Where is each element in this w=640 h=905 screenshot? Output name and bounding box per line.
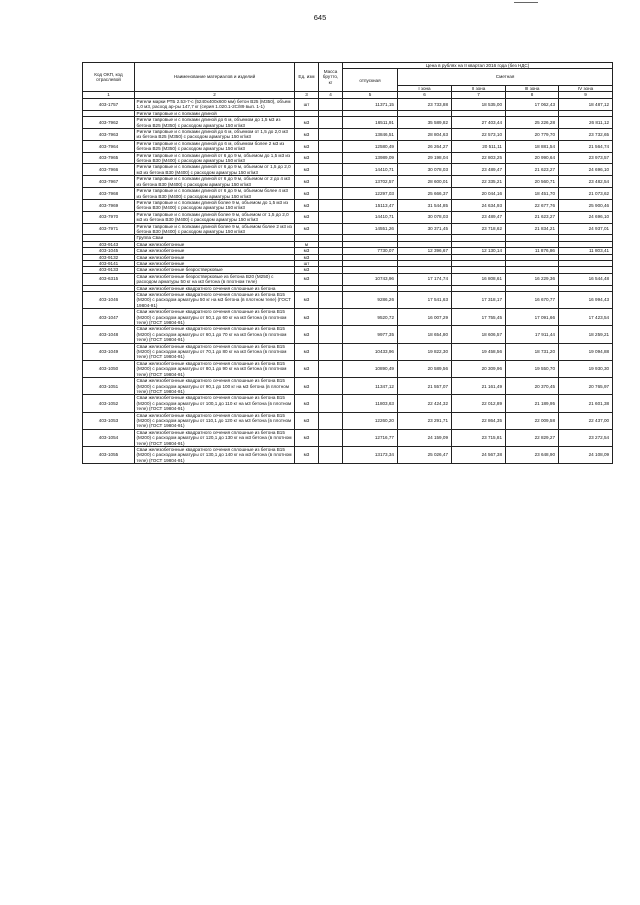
table-cell-mass	[319, 99, 343, 111]
table-cell-zone2-price: 20 309,96	[452, 360, 506, 377]
table-cell-zone2-price: 17 755,45	[452, 309, 506, 326]
table-cell-zone4-price: 19 930,30	[559, 360, 613, 377]
table-cell-release-price: 11803,63	[343, 395, 398, 412]
table-cell-mass	[319, 273, 343, 285]
table-cell-zone4-price: 21 601,38	[559, 395, 613, 412]
table-cell-zone3-price: 20 560,71	[506, 176, 559, 188]
table-cell-zone4-price: 18 487,12	[559, 99, 613, 111]
table-cell-zone1-price: 26 264,27	[398, 140, 452, 152]
table-cell-zone1-price: 30 078,03	[398, 164, 452, 176]
table-cell-zone3-price: 17 062,43	[506, 99, 559, 111]
table-row	[83, 129, 613, 141]
table-cell-unit: м3	[295, 395, 319, 412]
table-cell-zone1-price: 29 198,04	[398, 152, 452, 164]
header-zone2: II зона	[452, 85, 506, 91]
table-cell-name: Ригели тавровые и с полками длиной более 9 м, объемом более 2 м3 из бетона В30 (М400) с расходом арматуры 150 кг/м3	[135, 223, 295, 235]
table-cell-name: Сваи железобетонные	[135, 241, 295, 247]
table-cell-name: Сваи железобетонные квадратного сечения сплошные из бетона В15 (М200) с расходом арматуры от 120,1 до 130 кг на м3 бетона (в плотном теле) (ГОСТ 19804-91)	[135, 429, 295, 446]
group-title: Группа Сваи	[135, 235, 295, 241]
table-cell-mass	[319, 309, 343, 326]
table-cell-name: Ригели тавровые и с полками длиной от 6 до 9 м, объемом более 4 м3 из бетона В30 (М400) с расходом арматуры 150 кг/м3	[135, 188, 295, 200]
table-cell-code: 403-9141	[83, 260, 135, 266]
table-cell-zone1-price: 30 371,45	[398, 223, 452, 235]
table-cell-mass	[319, 326, 343, 343]
table-cell-unit: м3	[295, 412, 319, 429]
table-cell-zone1-price: 23 733,88	[398, 99, 452, 111]
table-cell-zone2-price: 18 535,00	[452, 99, 506, 111]
table-cell-zone1-price: 16 007,29	[398, 309, 452, 326]
table-cell-zone2-price: 16 808,61	[452, 273, 506, 285]
table-cell-code: 403-1757	[83, 99, 135, 111]
table-cell-unit: м3	[295, 429, 319, 446]
table-cell-zone1-price: 20 589,56	[398, 360, 452, 377]
header-price-title: Цена в рублях на II квартал 2016 года (без НДС)	[343, 63, 613, 69]
table-cell-zone2-price: 18 606,57	[452, 326, 506, 343]
table-cell-mass	[319, 176, 343, 188]
table-cell-release-price: 12297,03	[343, 188, 398, 200]
table-cell-mass	[319, 117, 343, 129]
table-cell-zone2-price: 24 634,93	[452, 199, 506, 211]
table-cell-zone2-price: 23 489,47	[452, 164, 506, 176]
table-cell-name: Ригели тавровые и с полками длиной до 6 м, объемом от 1,5 до 2,0 м3 из бетона В25 (М350) с расходом арматуры 150 кг/м3	[135, 129, 295, 141]
column-number: 4	[319, 92, 343, 99]
table-cell-mass	[319, 292, 343, 309]
table-cell-mass	[319, 429, 343, 446]
table-cell-zone3-price: 18 731,20	[506, 343, 559, 360]
table-row	[83, 378, 613, 395]
table-row	[83, 188, 613, 200]
table-row	[83, 446, 613, 463]
table-cell-zone1-price: 22 424,32	[398, 395, 452, 412]
header-code: Код ОКП, код отраслевой	[83, 63, 135, 92]
table-cell-zone3-price: 22 009,58	[506, 412, 559, 429]
group-title: Сваи железобетонные квадратного сечения сплошные из бетона	[135, 285, 295, 291]
table-cell-release-price: 12580,49	[343, 140, 398, 152]
table-cell-zone1-price: 12 396,67	[398, 248, 452, 254]
table-cell-unit: м3	[295, 292, 319, 309]
table-cell-name: Ригели тавровые и с полками длиной до 6 м, объемом более 2 м3 из бетона В25 (М350) с расходом арматуры 150 кг/м3	[135, 140, 295, 152]
table-cell-zone3-price: 20 370,45	[506, 378, 559, 395]
column-number: 5	[343, 92, 398, 99]
table-cell-unit: м3	[295, 343, 319, 360]
table-cell-zone4-price: 19 094,88	[559, 343, 613, 360]
table-cell-zone2-price: 23 718,62	[452, 223, 506, 235]
table-cell-code: 403-7964	[83, 140, 135, 152]
header-name: Наименование материалов и изделий	[135, 63, 295, 92]
column-number: 3	[295, 92, 319, 99]
table-cell-name: Сваи железобетонные квадратного сечения сплошные из бетона В15 (М200) с расходом арматуры от 130,1 до 140 кг на м3 бетона (в плотном теле) (ГОСТ 19804-91)	[135, 446, 295, 463]
table-row	[83, 211, 613, 223]
table-cell-code: 403-7963	[83, 129, 135, 141]
table-cell-zone1-price: 23 291,71	[398, 412, 452, 429]
table-row	[83, 292, 613, 309]
table-cell-zone3-price: 20 990,64	[506, 152, 559, 164]
table-cell-mass	[319, 446, 343, 463]
column-number: 2	[135, 92, 295, 99]
table-cell-unit: шт	[295, 260, 319, 266]
table-cell-release-price: 10890,49	[343, 360, 398, 377]
table-cell-code: 403-7970	[83, 211, 135, 223]
column-number: 8	[506, 92, 559, 99]
table-cell-zone2-price: 21 161,49	[452, 378, 506, 395]
table-cell-mass	[319, 199, 343, 211]
table-cell-release-price: 13989,09	[343, 152, 398, 164]
table-cell-zone3-price: 22 829,27	[506, 429, 559, 446]
table-cell-unit: м3	[295, 223, 319, 235]
table-cell-zone3-price: 22 677,76	[506, 199, 559, 211]
table-row	[83, 309, 613, 326]
table-cell-code: 403-7965	[83, 152, 135, 164]
table-row	[83, 343, 613, 360]
table-cell-release-price: 12260,20	[343, 412, 398, 429]
table-cell-name: Сваи железобетонные безростверковые из бетона В20 (М250) с расходом арматуры 50 кг на м3 бетона (в плотном теле)	[135, 273, 295, 285]
table-cell-zone4-price: 26 811,12	[559, 117, 613, 129]
table-cell-unit: м	[295, 241, 319, 247]
table-cell-mass	[319, 152, 343, 164]
table-cell-zone2-price: 12 130,14	[452, 248, 506, 254]
table-cell-zone1-price: 30 078,03	[398, 211, 452, 223]
table-cell-zone4-price: 22 437,00	[559, 412, 613, 429]
table-cell-name: Ригели марки РТБ 2.53-7-с (5240х400х600 мм) бетон В25 (М350), объем 1,0 м3, расход ар-ры 147,7 кг (серия 1.020.1-2С/89 вып. 1-1)	[135, 99, 295, 111]
table-cell-code: 403-1050	[83, 360, 135, 377]
table-cell-zone3-price: 17 911,44	[506, 326, 559, 343]
table-cell-code: 403-7962	[83, 117, 135, 129]
column-number: 6	[398, 92, 452, 99]
table-cell-name: Сваи железобетонные квадратного сечения сплошные из бетона В15 (М200) с расходом арматуры от 100,1 до 110 кг на м3 бетона (в плотном теле) (ГОСТ 19804-91)	[135, 395, 295, 412]
table-cell-zone2-price: 20 044,16	[452, 188, 506, 200]
table-cell-unit: м3	[295, 309, 319, 326]
table-row	[83, 152, 613, 164]
table-cell-unit: м3	[295, 152, 319, 164]
table-cell-zone3-price: 20 779,70	[506, 129, 559, 141]
table-cell-zone1-price: 19 822,30	[398, 343, 452, 360]
table-cell-name: Сваи железобетонные	[135, 248, 295, 254]
table-cell-zone4-price: 17 423,54	[559, 309, 613, 326]
table-cell-release-price: 16511,91	[343, 117, 398, 129]
table-cell-code: 403-9132	[83, 254, 135, 260]
table-cell-unit: м3	[295, 199, 319, 211]
table-cell-name: Ригели тавровые и с полками длиной более 9 м, объемом до 1,5 м3 из бетона В30 (М400) с расходом арматуры 150 кг/м3	[135, 199, 295, 211]
table-cell-zone3-price: 16 670,77	[506, 292, 559, 309]
table-cell-release-price: 13173,34	[343, 446, 398, 463]
table-cell-name: Ригели тавровые и с полками длиной от 6 до 9 м, объемом от 1,5 до 2,0 м3 из бетона В30 (М400) с расходом арматуры 150 кг/м3	[135, 164, 295, 176]
table-cell-code: 403-1055	[83, 446, 135, 463]
column-number: 9	[559, 92, 613, 99]
scan-mark	[514, 2, 538, 3]
table-cell-zone1-price: 31 544,85	[398, 199, 452, 211]
table-cell-name: Сваи железобетонные квадратного сечения сплошные из бетона В15 (М200) с расходом арматуры от 110,1 до 120 кг на м3 бетона (в плотном теле) (ГОСТ 19804-91)	[135, 412, 295, 429]
table-cell-release-price: 13846,51	[343, 129, 398, 141]
table-cell-zone2-price: 23 489,47	[452, 211, 506, 223]
table-cell-unit: шт	[295, 99, 319, 111]
table-cell-release-price: 9977,35	[343, 326, 398, 343]
table-cell-zone3-price: 21 189,95	[506, 395, 559, 412]
table-cell-mass	[319, 140, 343, 152]
header-mass: Масса брутто, кг	[319, 63, 343, 92]
table-cell-release-price: 14410,71	[343, 211, 398, 223]
table-row	[83, 140, 613, 152]
table-cell-code: 403-7969	[83, 199, 135, 211]
table-cell-zone1-price: 25 026,47	[398, 446, 452, 463]
table-cell-zone2-price: 20 511,11	[452, 140, 506, 152]
table-cell-zone2-price: 22 803,25	[452, 152, 506, 164]
table-cell-code: 403-1053	[83, 412, 135, 429]
table-cell-zone4-price: 23 973,57	[559, 152, 613, 164]
table-cell-name: Сваи железобетонные квадратного сечения сплошные из бетона В15 (М200) с расходом арматуры от 80,1 до 90 кг на м3 бетона (в плотном теле) (ГОСТ 19804-91)	[135, 360, 295, 377]
column-number: 1	[83, 92, 135, 99]
page-number: 645	[313, 13, 327, 22]
table-cell-unit: м3	[295, 140, 319, 152]
table-cell-mass	[319, 378, 343, 395]
table-cell-code: 403-1049	[83, 343, 135, 360]
header-unit: Ед. изм	[295, 63, 319, 92]
table-cell-zone3-price: 25 226,28	[506, 117, 559, 129]
table-cell-zone2-price: 22 573,10	[452, 129, 506, 141]
table-cell-zone3-price: 18 881,54	[506, 140, 559, 152]
table-cell-code: 403-9133	[83, 267, 135, 273]
table-cell-zone4-price: 25 900,46	[559, 199, 613, 211]
table-cell-name: Ригели тавровые и с полками длиной от 6 до 9 м, объемом от 2 до 4 м3 из бетона В30 (М400) с расходом арматуры 150 кг/м3	[135, 176, 295, 188]
table-cell-code: 403-1054	[83, 429, 135, 446]
table-cell-code: 403-6315	[83, 273, 135, 285]
table-row	[83, 176, 613, 188]
table-cell-code: 403-1045	[83, 248, 135, 254]
table-cell-zone4-price: 24 696,10	[559, 211, 613, 223]
table-cell-zone3-price: 11 876,86	[506, 248, 559, 254]
table-cell-name: Ригели тавровые и с полками длиной более 9 м, объемом от 1,5 до 2,0 м3 из бетона В30 (М400) с расходом арматуры 150 кг/м3	[135, 211, 295, 223]
table-row	[83, 117, 613, 129]
table-cell-unit: м3	[295, 254, 319, 260]
table-cell-mass	[319, 188, 343, 200]
table-cell-code: 403-1046	[83, 292, 135, 309]
header-estimate: Сметная	[398, 69, 613, 85]
table-cell-zone3-price: 17 091,66	[506, 309, 559, 326]
table-cell-zone1-price: 35 589,82	[398, 117, 452, 129]
table-cell-unit: м3	[295, 378, 319, 395]
table-row	[83, 395, 613, 412]
table-cell-release-price: 14551,26	[343, 223, 398, 235]
table-cell-release-price: 15113,47	[343, 199, 398, 211]
table-cell-zone4-price: 23 732,65	[559, 129, 613, 141]
table-cell-code: 403-7968	[83, 188, 135, 200]
table-cell-unit: м3	[295, 117, 319, 129]
table-cell-mass	[319, 164, 343, 176]
table-cell-zone2-price: 22 012,89	[452, 395, 506, 412]
table-cell-name: Сваи железобетонные квадратного сечения сплошные из бетона В15 (М200) с расходом арматуры от 90,1 до 100 кг на м3 бетона (в плотном теле) (ГОСТ 19804-91)	[135, 378, 295, 395]
table-cell-zone2-price: 19 458,56	[452, 343, 506, 360]
table-cell-zone3-price: 19 550,70	[506, 360, 559, 377]
table-cell-name: Сваи железобетонные квадратного сечения сплошные из бетона В15 (М200) с расходом арматуры 50 кг на м3 бетона (в плотном теле) (ГОСТ 19804-91)	[135, 292, 295, 309]
table-cell-zone4-price: 23 482,54	[559, 176, 613, 188]
table-cell-zone1-price: 24 159,09	[398, 429, 452, 446]
table-cell-unit: м3	[295, 176, 319, 188]
table-row	[83, 273, 613, 285]
table-cell-unit: м3	[295, 267, 319, 273]
table-cell-unit: м3	[295, 360, 319, 377]
table-cell-name: Сваи железобетонные	[135, 260, 295, 266]
table-cell-release-price: 11347,12	[343, 378, 398, 395]
header-zone1: I зона	[398, 85, 452, 91]
table-cell-mass	[319, 360, 343, 377]
table-cell-mass	[319, 412, 343, 429]
table-cell-release-price: 9520,72	[343, 309, 398, 326]
table-cell-zone2-price: 22 335,21	[452, 176, 506, 188]
table-cell-mass	[319, 343, 343, 360]
table-row	[83, 360, 613, 377]
table-cell-zone2-price: 22 864,35	[452, 412, 506, 429]
table-cell-code: 403-7967	[83, 176, 135, 188]
table-cell-zone1-price: 18 654,80	[398, 326, 452, 343]
table-cell-zone4-price: 20 765,97	[559, 378, 613, 395]
table-row	[83, 99, 613, 111]
header-release: отпускная	[343, 69, 398, 92]
header-zone4: IV зона	[559, 85, 613, 91]
table-row	[83, 429, 613, 446]
table-cell-code: 403-1051	[83, 378, 135, 395]
column-numbers-row	[83, 92, 613, 99]
table-cell-name: Ригели тавровые и с полками длиной от 6 до 9 м, объемом до 1,5 м3 из бетона В30 (М400) с расходом арматуры 150 кг/м3	[135, 152, 295, 164]
table-cell-mass	[319, 223, 343, 235]
table-cell-zone3-price: 18 451,70	[506, 188, 559, 200]
table-cell-zone1-price: 28 600,01	[398, 176, 452, 188]
table-cell-code: 403-9143	[83, 241, 135, 247]
table-cell-zone4-price: 24 937,01	[559, 223, 613, 235]
table-cell-code: 403-7971	[83, 223, 135, 235]
table-cell-zone4-price: 18 259,21	[559, 326, 613, 343]
group-title: Ригели тавровые и с полками длиной	[135, 110, 295, 116]
table-cell-zone3-price: 21 623,27	[506, 164, 559, 176]
table-cell-code: 403-7966	[83, 164, 135, 176]
table-cell-zone3-price: 16 229,36	[506, 273, 559, 285]
table-cell-zone4-price: 24 108,09	[559, 446, 613, 463]
table-cell-unit: м3	[295, 129, 319, 141]
table-cell-unit: м3	[295, 188, 319, 200]
table-cell-zone1-price: 21 557,07	[398, 378, 452, 395]
table-cell-unit: м3	[295, 211, 319, 223]
table-cell-zone1-price: 17 541,63	[398, 292, 452, 309]
table-cell-zone3-price: 21 623,27	[506, 211, 559, 223]
table-cell-release-price: 13702,57	[343, 176, 398, 188]
table-cell-release-price: 12716,77	[343, 429, 398, 446]
table-cell-zone4-price: 24 696,10	[559, 164, 613, 176]
table-cell-release-price: 11371,15	[343, 99, 398, 111]
table-cell-zone4-price: 21 564,74	[559, 140, 613, 152]
table-cell-unit: м3	[295, 248, 319, 254]
table-cell-zone4-price: 21 073,62	[559, 188, 613, 200]
table-row	[83, 412, 613, 429]
table-cell-zone1-price: 25 666,37	[398, 188, 452, 200]
table-row	[83, 164, 613, 176]
table-row	[83, 223, 613, 235]
table-cell-zone4-price: 16 544,48	[559, 273, 613, 285]
header-zone3: III зона	[506, 85, 559, 91]
table-cell-release-price: 9286,26	[343, 292, 398, 309]
table-cell-name: Сваи железобетонные квадратного сечения сплошные из бетона В15 (М200) с расходом арматуры от 50,1 до 60 кг на м3 бетона (в плотном теле) (ГОСТ 19804-91)	[135, 309, 295, 326]
table-cell-unit: м3	[295, 273, 319, 285]
table-cell-release-price: 7730,07	[343, 248, 398, 254]
table-cell-zone4-price: 11 803,41	[559, 248, 613, 254]
table-cell-mass	[319, 129, 343, 141]
table-cell-name: Сваи железобетонные квадратного сечения сплошные из бетона В15 (М200) с расходом арматуры от 70,1 до 80 кг на м3 бетона (в плотном теле) (ГОСТ 19804-91)	[135, 343, 295, 360]
table-row	[83, 326, 613, 343]
table-cell-zone2-price: 23 715,81	[452, 429, 506, 446]
table-cell-code: 403-1052	[83, 395, 135, 412]
table-cell-mass	[319, 211, 343, 223]
table-cell-code: 403-1048	[83, 326, 135, 343]
table-cell-release-price: 10433,96	[343, 343, 398, 360]
table-cell-zone3-price: 23 648,90	[506, 446, 559, 463]
table-cell-zone3-price: 21 834,21	[506, 223, 559, 235]
table-cell-zone1-price: 17 174,74	[398, 273, 452, 285]
price-table	[82, 62, 613, 464]
column-number: 7	[452, 92, 506, 99]
table-cell-name: Сваи железобетонные	[135, 254, 295, 260]
table-cell-release-price: 10743,96	[343, 273, 398, 285]
table-row	[83, 199, 613, 211]
table-cell-code: 403-1047	[83, 309, 135, 326]
table-cell-name: Ригели тавровые и с полками длиной до 6 м, объемом до 1,5 м3 из бетона В25 (М350) с расходом арматуры 150 кг/м3	[135, 117, 295, 129]
table-cell-zone1-price: 28 804,63	[398, 129, 452, 141]
table-cell-zone2-price: 24 567,38	[452, 446, 506, 463]
table-cell-unit: м3	[295, 164, 319, 176]
table-cell-zone2-price: 17 318,17	[452, 292, 506, 309]
table-cell-mass	[319, 395, 343, 412]
table-cell-name: Сваи железобетонные безростверковые	[135, 267, 295, 273]
table-cell-zone4-price: 16 994,43	[559, 292, 613, 309]
table-cell-unit: м3	[295, 446, 319, 463]
table-cell-release-price: 14410,71	[343, 164, 398, 176]
table-cell-zone2-price: 27 403,44	[452, 117, 506, 129]
table-cell-unit: м3	[295, 326, 319, 343]
table-cell-zone4-price: 23 272,54	[559, 429, 613, 446]
table-cell-name: Сваи железобетонные квадратного сечения сплошные из бетона В15 (М200) с расходом арматуры от 60,1 до 70 кг на м3 бетона (в плотном теле) (ГОСТ 19804-91)	[135, 326, 295, 343]
